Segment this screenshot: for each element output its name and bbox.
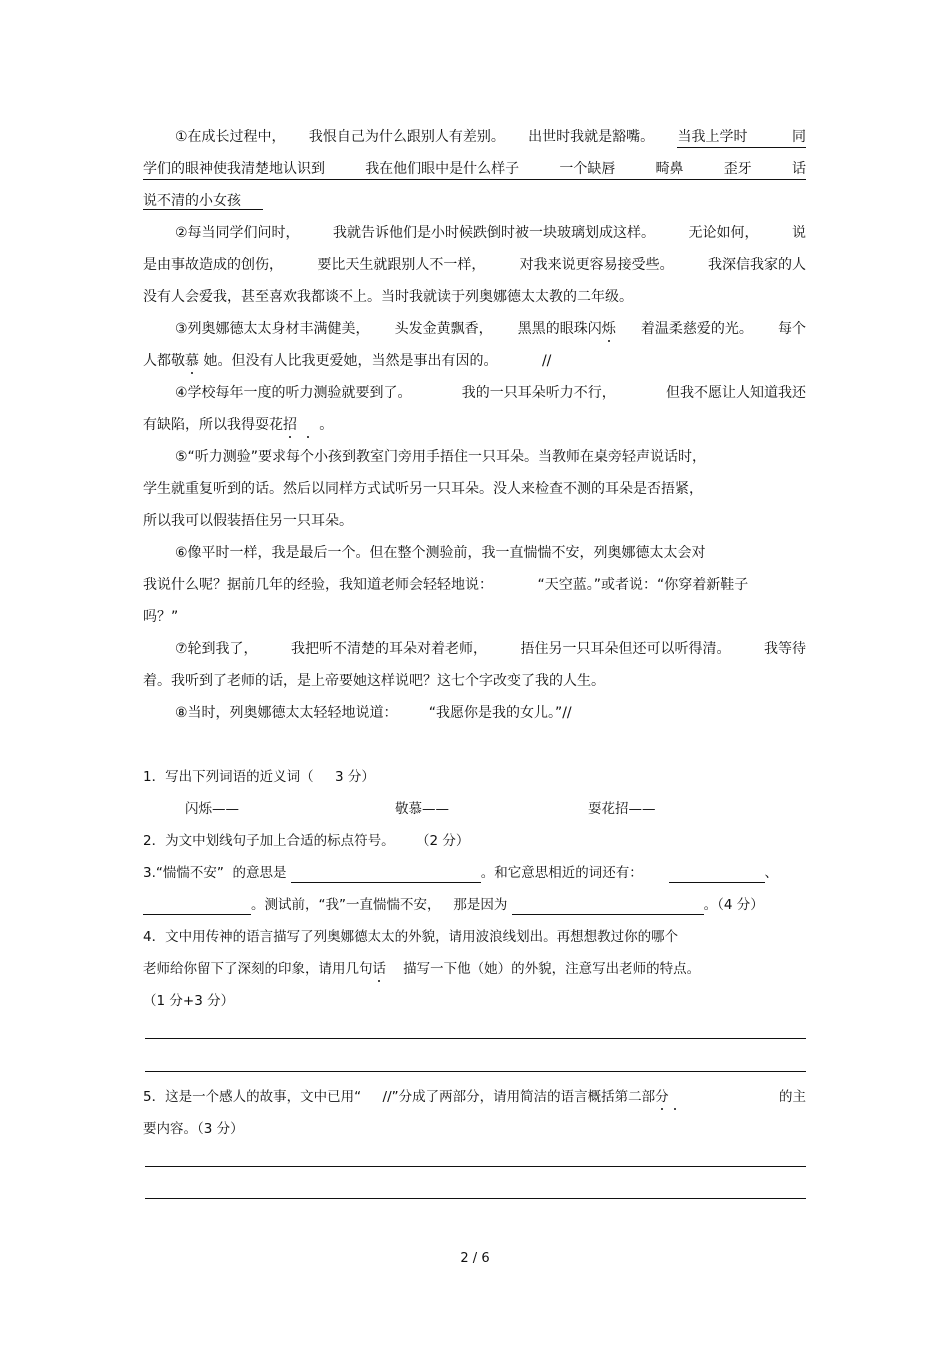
answer-blank-synonym-1[interactable] [669,867,765,883]
p2-line3: 没有人会爱我，甚至喜欢我都谈不上。当时我就读于列奥娜德太太教的二年级。 [143,289,633,305]
question-5-line1: 5．这是一个感人的故事，文中已用“ //”分成了两部分，请用简洁的语言概括第二部分 的主 [143,1089,806,1105]
question-4-line3: （1 分+3 分） [143,993,235,1009]
question-5-line2: 要内容。（3 分） [143,1121,244,1137]
p1-line2-underlined: 学们的眼神使我清楚地认识到 我在他们眼中是什么样子 一个缺唇 畸鼻 歪牙 话 [143,159,806,180]
p6-line3: 吗？” [143,609,179,625]
question-1: 1．写出下列词语的近义词（ 3 分） [143,769,375,785]
question-2: 2．为文中划线句子加上合适的标点符号。 （2 分） [143,833,470,849]
p8-line1: ⑧当时，列奥娜德太太轻轻地说道： “我愿你是我的女儿。”// [175,705,572,721]
question-4-line2: 老师给你留下了深刻的印象，请用几句话 描写一下他（她）的外貌，注意写出老师的特点。 [143,961,701,977]
question-3-line1: 3.“惴惴不安” 的意思是 。和它意思相近的词还有： 、 [143,865,778,881]
question-4-line1: 4．文中用传神的语言描写了列奥娜德太太的外貌，请用波浪线划出。再想想教过你的哪个 [143,929,679,945]
p5-line3: 所以我可以假装捂住另一只耳朵。 [143,513,353,529]
answer-blank-reason[interactable] [512,899,704,915]
p2-line1: ②每当同学们问时， 我就告诉他们是小时候跌倒时被一块玻璃划成这样。 无论如何， 说 [175,225,806,241]
p3-line2: 人都敬慕 她。但没有人比我更爱她，当然是事出有因的。 // [143,353,552,369]
answer-blank-meaning[interactable] [291,867,481,883]
p1-line3: 说不清的小女孩 [143,191,263,211]
answer-line-q5-1[interactable] [145,1166,806,1167]
p7-line1: ⑦轮到我了， 我把听不清楚的耳朵对着老师， 捂住另一只耳朵但还可以听得清。 我等待 [175,641,806,657]
p1-line1: ①在成长过程中， 我恨自己为什么跟别人有差别。 出世时我就是豁嘴。 当我上学时 同 [175,127,806,148]
p4-line1: ④学校每年一度的听力测验就要到了。 我的一只耳朵听力不行， 但我不愿让人知道我还 [175,385,806,401]
answer-blank-synonym-2[interactable] [143,899,251,915]
word-jingmu: 敬慕—— [395,801,449,817]
question-3-line2: 。测试前，“我”一直惴惴不安， 那是因为 。（4 分） [143,895,806,915]
p4-line2: 有缺陷，所以我得耍花招 。 [143,417,334,433]
p7-line2: 着。我听到了老师的话，是上帝要她这样说吧？这七个字改变了我的人生。 [143,673,605,689]
word-shuahuazhao: 耍花招—— [588,801,656,817]
p5-line2: 学生就重复听到的话。然后以同样方式试听另一只耳朵。没人来检查不测的耳朵是否捂紧， [143,481,703,497]
word-shanshuo: 闪烁—— [185,801,239,817]
answer-line-q5-2[interactable] [145,1198,806,1199]
p6-line2: 我说什么呢？据前几年的经验，我知道老师会轻轻地说： “天空蓝。”或者说：“你穿着新鞋子 [143,577,749,593]
answer-line-q4-2[interactable] [145,1071,806,1072]
p5-line1: ⑤“听力测验”要求每个小孩到教室门旁用手捂住一只耳朵。当教师在桌旁轻声说话时， [175,449,707,465]
answer-line-q4-1[interactable] [145,1038,806,1039]
page-number: 2 / 6 [460,1251,490,1266]
p3-line1: ③列奥娜德太太身材丰满健美， 头发金黄飘香， 黑黑的眼珠闪烁 着温柔慈爱的光。 每个 [175,321,806,337]
p2-line2: 是由事故造成的创伤， 要比天生就跟别人不一样， 对我来说更容易接受些。 我深信我家的人 [143,257,806,273]
p6-line1: ⑥像平时一样，我是最后一个。但在整个测验前，我一直惴惴不安，列奥娜德太太会对 [175,545,706,561]
